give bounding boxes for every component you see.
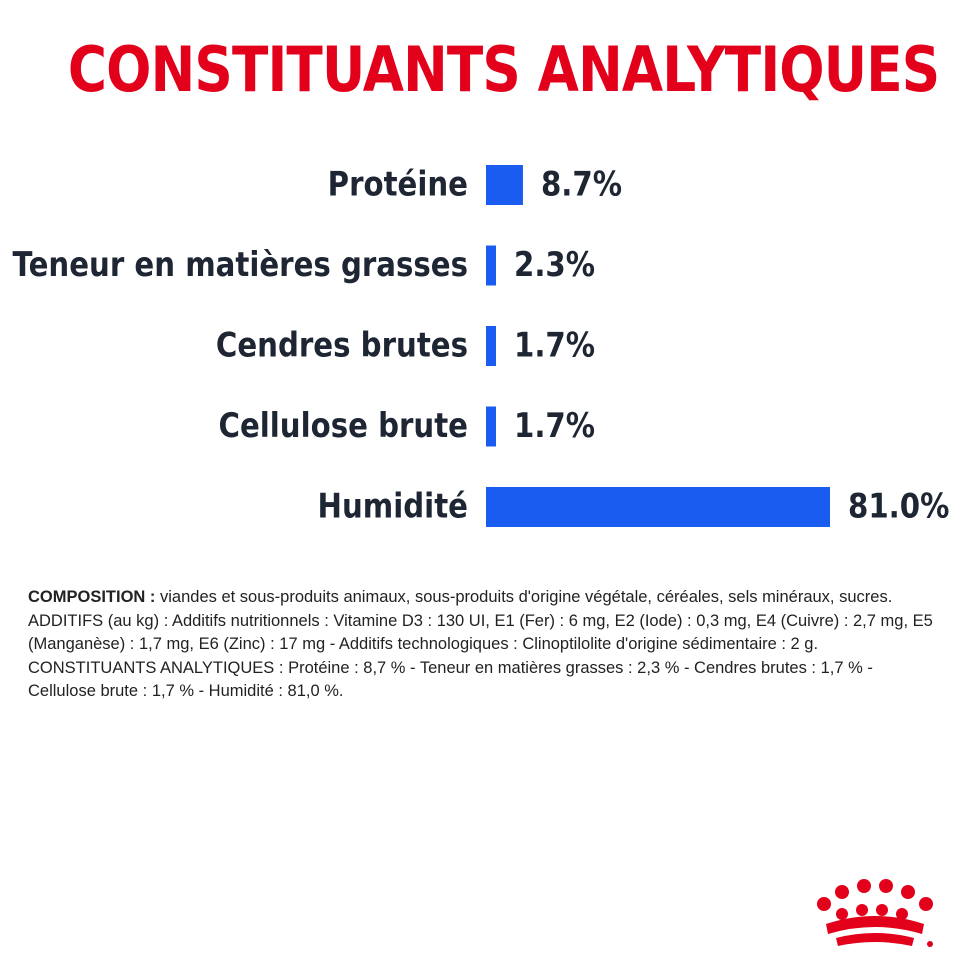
chart-title: CONSTITUANTS ANALYTIQUES — [67, 33, 940, 106]
category-label: Teneur en matières grasses — [12, 246, 468, 285]
bar — [486, 165, 523, 205]
composition-label: COMPOSITION : — [28, 588, 156, 606]
crown-icon — [812, 878, 952, 958]
bar — [486, 487, 830, 527]
category-label: Cendres brutes — [215, 326, 468, 366]
value-label: 1.7% — [514, 326, 596, 366]
bar — [486, 407, 496, 447]
composition-block — [28, 586, 943, 704]
constituants-paragraph: CONSTITUANTS ANALYTIQUES : Protéine : 8,7 % - Teneur en matières grasses : 2,3 % - Cendres brutes : 1,7 % - Cellulose brute : 1,7 % - Humidité : 81,0 %. — [28, 658, 873, 700]
value-label: 8.7% — [540, 165, 622, 205]
category-label: Humidité — [317, 487, 468, 527]
composition-paragraph — [28, 586, 943, 610]
category-label: Cellulose brute — [218, 407, 468, 446]
category-label: Protéine — [327, 165, 468, 205]
bar — [486, 246, 496, 286]
value-label: 1.7% — [514, 407, 596, 446]
additifs-paragraph: ADDITIFS (au kg) : Additifs nutritionnels : Vitamine D3 : 130 UI, E1 (Fer) : 6 mg, E2 (Iode) : 0,3 mg, E4 (Cuivre) : 2,7 mg, E5 (Manganèse) : 1,7 mg, E6 (Zinc) : 17 mg - Additifs technologiques : Clinoptilolite d'origine sédimentaire : 2 g. — [28, 611, 933, 653]
composition-text: viandes et sous-produits animaux, sous-produits d'origine végétale, céréales, sels minéraux, sucres. — [155, 588, 893, 606]
bar-chart — [0, 140, 970, 540]
value-label: 2.3% — [514, 246, 596, 285]
value-label: 81.0% — [847, 487, 950, 527]
bar — [486, 326, 496, 366]
